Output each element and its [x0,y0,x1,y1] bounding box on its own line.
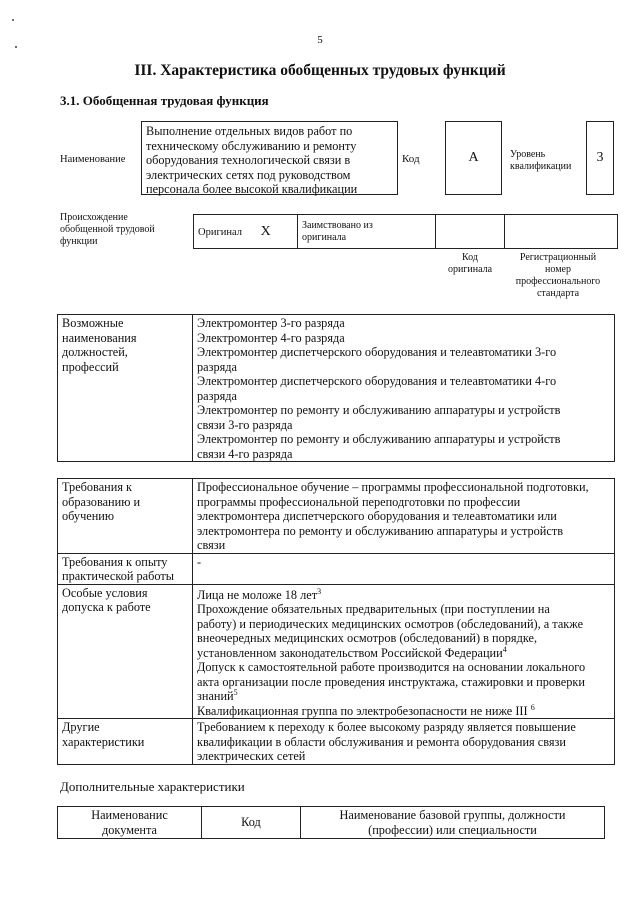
reg-number-cell [505,215,618,249]
footnote-ref: 5 [233,687,238,697]
positions-list-cell [193,315,615,462]
other-line: Требованием к переходу к более высокому разряду является повышение [197,720,576,734]
borrowed-label-line: оригинала [302,231,347,243]
positions-label-line: Возможные [62,316,124,330]
positions-label-line: наименования [62,330,137,345]
additional-table [57,806,605,839]
experience-row [58,553,615,584]
name-label: Наименование [60,154,126,165]
special-admission-line: знаний [197,689,234,703]
special-age-text: Лица не моложе 18 лет [197,587,318,602]
special-medical-line: установленном законодательством Российской Федерации [197,645,503,660]
education-line: связи [197,538,226,552]
position-line: Электромонтер диспетчерского оборудования и телеавтоматики 3-го [197,345,557,359]
doc-name-line: Наименованис [91,808,168,822]
footnote-ref: 3 [317,586,322,596]
special-label-cell [58,584,193,719]
origin-label-line: обобщенной трудовой [60,224,155,235]
function-name-line: Выполнение отдельных видов работ по [146,124,353,138]
reg-number-line: профессионального [515,276,601,287]
position-line: Электромонтер 4-го разряда [197,330,345,345]
footnote-ref: 4 [502,644,507,654]
page-title: III. Характеристика обобщенных трудовых функций [134,62,506,79]
special-row [58,584,615,719]
education-value-cell [193,479,615,554]
special-medical-line: внеочередных медицинских осмотров (обследований) в порядке, [197,631,538,645]
special-label-line: Особые условия [62,585,148,600]
original-mark: X [260,223,271,239]
original-label: Оригинал [198,226,242,238]
experience-label-cell [58,553,193,584]
scan-speck [12,19,14,21]
experience-label-line: практической работы [62,569,174,583]
code-original-line: оригинала [447,264,493,275]
section-heading: 3.1. Обобщенная трудовая функция [60,93,269,108]
function-name-box [141,121,398,195]
special-medical-line: работу) и периодических медицинских осмотров (обследований), а также [197,616,584,631]
code-original-cell [436,215,505,249]
code-original-caption [430,252,510,276]
function-name-line: персонала более высокой квалификации [146,182,358,196]
origin-label-line: Происхождение [60,212,128,223]
experience-value-cell [193,553,615,584]
origin-label-line: функции [60,236,98,247]
borrowed-cell [298,215,436,249]
education-line: Профессиональное обучение – программы профессиональной подготовки, [197,480,589,494]
position-line: Электромонтер диспетчерского оборудования и телеавтоматики 4-го [197,374,557,388]
code-label: Код [402,153,420,165]
level-label [510,149,571,173]
page-number: 5 [317,34,323,46]
reg-number-caption [505,252,611,300]
special-value-cell [193,584,615,719]
footnote-ref: 6 [530,702,535,712]
other-row [58,719,615,765]
original-cell [194,215,298,249]
education-label-cell [58,479,193,554]
position-line: Электромонтер по ремонту и обслуживанию аппаратуры и устройств [197,403,561,417]
reg-number-line: стандарта [536,288,580,299]
code-header: Код [202,807,301,839]
function-name-line: оборудования технологической связи в [146,153,351,167]
position-line: Электромонтер по ремонту и обслуживанию аппаратуры и устройств [197,432,561,446]
origin-table [193,214,618,249]
experience-label-line: Требования к опыту [62,554,168,569]
education-label-line: Требования к [62,480,133,494]
education-label-line: обучению [62,509,115,523]
base-group-line: Наименование базовой группы, должности [339,808,566,822]
special-safety [197,704,610,719]
special-age [197,588,610,603]
position-line: разряда [197,388,237,403]
special-medical-last [197,646,610,661]
reg-number-line: Регистрационный [519,252,597,263]
other-line: квалификации в области обслуживания и ремонта оборудования связи [197,734,566,749]
positions-label-line: должностей, [62,345,128,359]
code-original-line: Код [462,252,478,263]
special-label-line: допуска к работе [62,600,151,614]
positions-label-cell [58,315,193,462]
education-label-line: образованию и [62,494,141,509]
reg-number-line: номер [545,264,571,275]
special-safety-text: Квалификационная группа по электробезопасности не ниже III [197,703,528,718]
level-value: 3 [596,150,604,165]
function-name-line: электрических сетях под руководством [146,167,351,182]
scan-speck [15,46,17,48]
experience-value: - [197,554,202,569]
special-admission-line: Допуск к самостоятельной работе производится на основании локального [197,660,586,674]
level-label-line: Уровень [510,149,546,160]
education-row [58,479,615,554]
doc-name-line: документа [102,822,157,837]
special-admission-line: акта организации после проведения инструктажа, стажировки и проверки [197,674,585,689]
positions-label-line: профессий [62,359,119,374]
origin-label [60,212,155,248]
positions-table [57,314,615,462]
other-value-cell [193,719,615,765]
code-value: A [468,150,479,165]
other-label-line: Другие [62,720,100,734]
other-label-line: характеристики [62,734,145,749]
position-line: связи 4-го разряда [197,446,293,461]
other-line: электрических сетей [197,749,306,763]
code-value-box [445,121,502,195]
additional-heading: Дополнительные характеристики [60,779,245,794]
special-medical-line: Прохождение обязательных предварительных (при поступлении на [197,602,550,616]
borrowed-label-line: Заимствовано из [302,219,373,231]
level-label-line: квалификации [510,161,572,172]
position-line: разряда [197,359,237,374]
base-group-line: (профессии) или специальности [368,822,537,837]
education-line: электромонтера по ремонту и обслуживанию аппаратуры и устройств [197,523,564,538]
position-line: Электромонтер 3-го разряда [197,316,345,330]
function-name-line: техническому обслуживанию и ремонту [146,138,357,153]
base-group-header [301,807,605,839]
education-line: электромонтера диспетчерского оборудования и телеавтоматики или [197,509,557,523]
special-admission-last [197,689,610,704]
other-label-cell [58,719,193,765]
education-line: программы профессиональной переподготовки по профессии [197,494,521,509]
position-line: связи 3-го разряда [197,417,293,432]
doc-name-header [58,807,202,839]
requirements-table [57,478,615,765]
level-value-box [586,121,614,195]
